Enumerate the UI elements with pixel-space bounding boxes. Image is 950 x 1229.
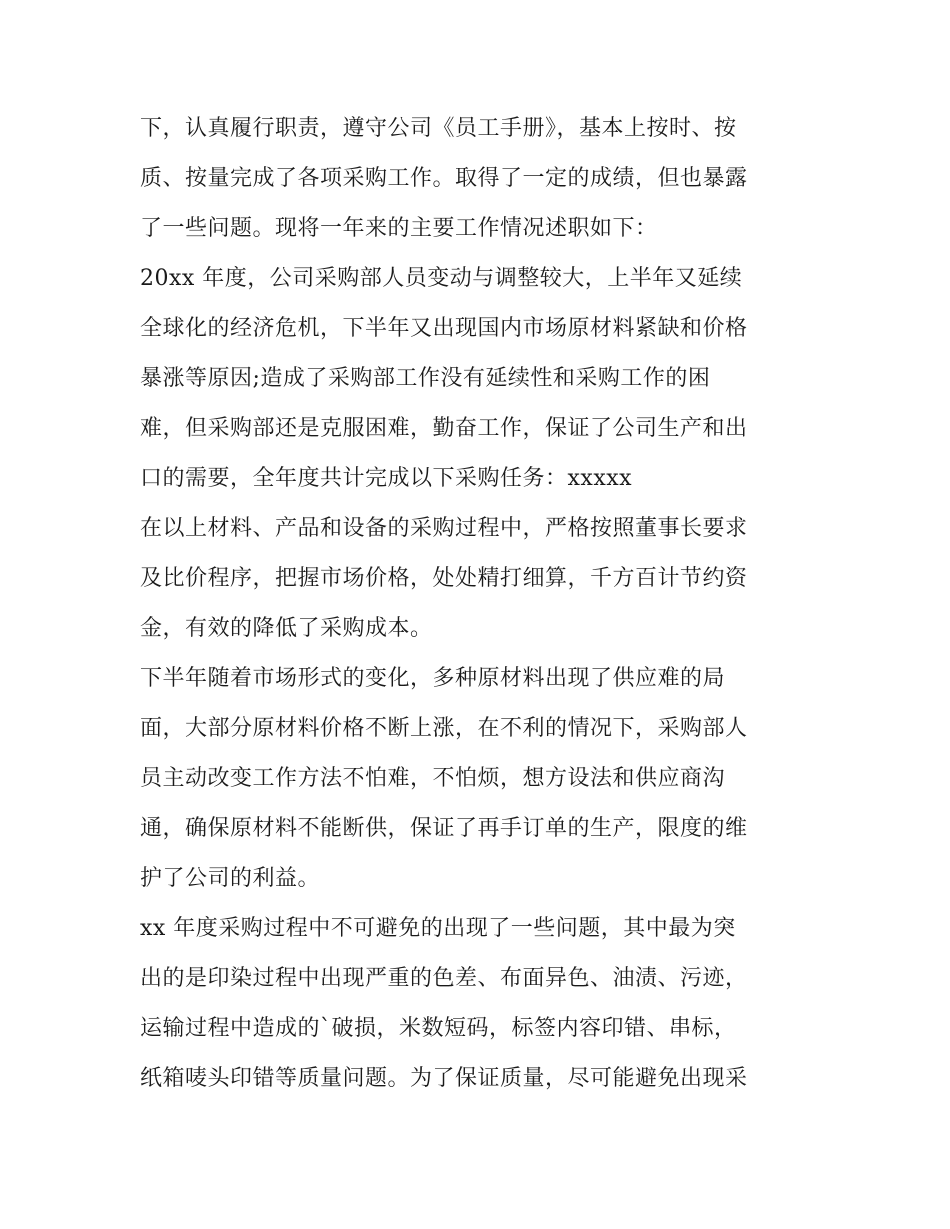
text-line: 暴涨等原因;造成了采购部工作没有延续性和采购工作的困 (140, 366, 711, 391)
text-line: 下，认真履行职责，遵守公司《员工手册》，基本上按时、按 (140, 116, 737, 141)
text-line: 纸箱唛头印错等质量问题。为了保证质量，尽可能避免出现采 (140, 1066, 748, 1091)
text-line: xx 年度采购过程中不可避免的出现了一些问题，其中最为突 (140, 916, 736, 941)
text-line: 在以上材料、产品和设备的采购过程中，严格按照董事长要求 (140, 516, 748, 541)
document-body (140, 104, 840, 1104)
text-line: 金，有效的降低了采购成本。 (140, 616, 433, 641)
text-line: 下半年随着市场形式的变化，多种原材料出现了供应难的局 (140, 666, 726, 691)
text-line: 运输过程中造成的`破损，米数短码，标签内容印错、串标， (140, 1016, 737, 1041)
text-line: 护了公司的利益。 (140, 866, 321, 891)
text-line: 通，确保原材料不能断供，保证了再手订单的生产，限度的维 (140, 816, 748, 841)
text-line: 难，但采购部还是克服困难，勤奋工作，保证了公司生产和出 (140, 416, 748, 441)
text-line: 全球化的经济危机，下半年又出现国内市场原材料紧缺和价格 (140, 316, 748, 341)
text-line: 20xx 年度，公司采购部人员变动与调整较大，上半年又延续 (140, 266, 743, 291)
text-line: 及比价程序，把握市场价格，处处精打细算，千方百计节约资 (140, 566, 748, 591)
text-line: 了一些问题。现将一年来的主要工作情况述职如下： (140, 216, 658, 241)
text-line: 出的是印染过程中出现严重的色差、布面异色、油渍、污迹， (140, 966, 748, 991)
text-line: 员主动改变工作方法不怕难，不怕烦，想方设法和供应商沟 (140, 766, 726, 791)
text-line: 口的需要，全年度共计完成以下采购任务：xxxxx (140, 466, 633, 491)
text-line: 面，大部分原材料价格不断上涨，在不利的情况下，采购部人 (140, 716, 748, 741)
text-line: 质、按量完成了各项采购工作。取得了一定的成绩，但也暴露 (140, 166, 748, 191)
